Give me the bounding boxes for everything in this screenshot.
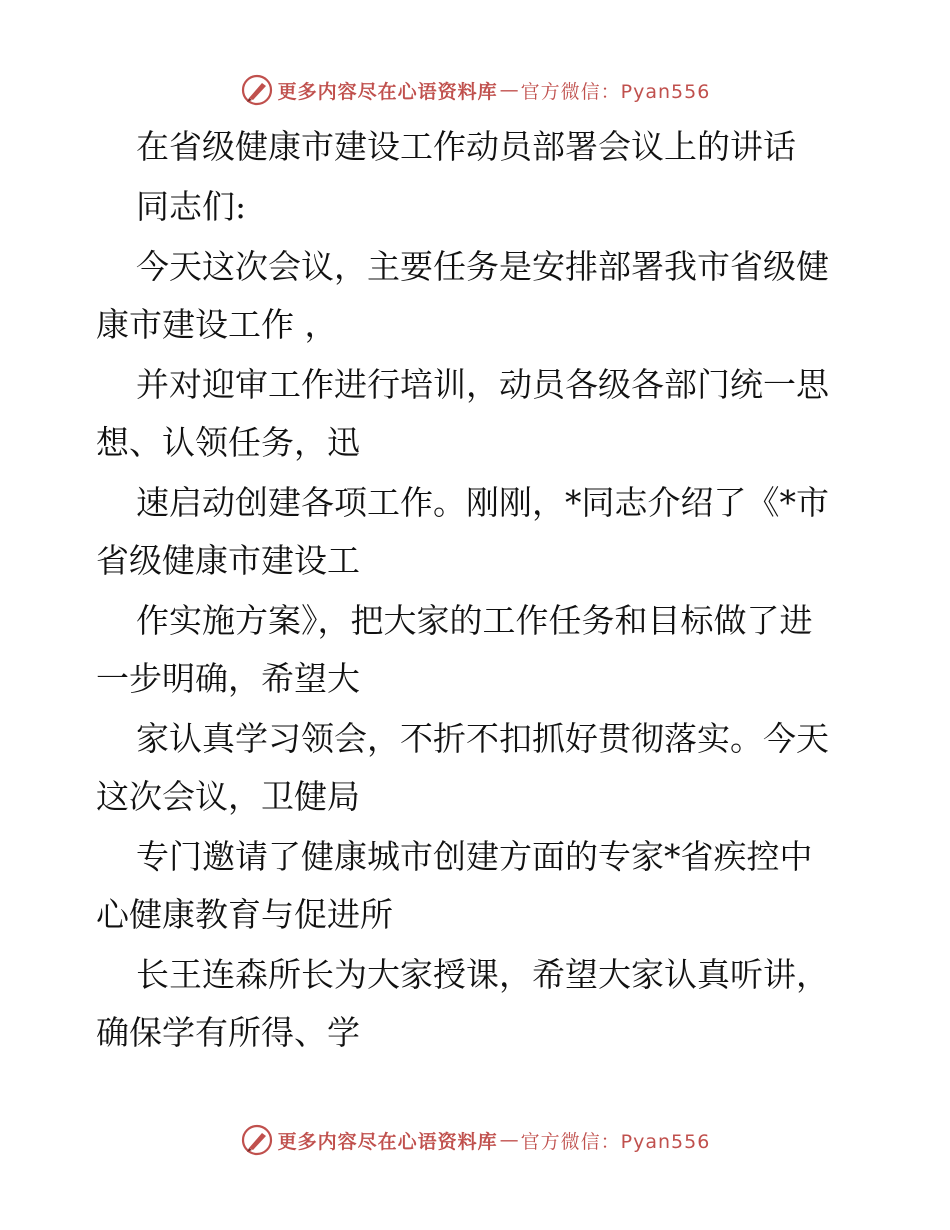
text-line: 速启动创建各项工作。刚刚，*同志介绍了《*市: [136, 483, 829, 522]
text-line: 一步明确，希望大: [96, 659, 360, 698]
banner-wechat: 官方微信：Pyan556: [520, 80, 711, 103]
banner-dash: —: [499, 1129, 519, 1151]
text-line: 省级健康市建设工: [96, 541, 360, 580]
salutation: 同志们:: [136, 187, 247, 226]
text-line: 心健康教育与促进所: [96, 895, 393, 934]
text-line: 这次会议，卫健局: [96, 777, 360, 816]
header-banner: [0, 70, 950, 110]
banner-text: 更多内容尽在心语资料库: [277, 80, 498, 103]
banner-dash: —: [499, 79, 519, 101]
pen-logo-icon: [240, 1123, 274, 1157]
text-line: 想、认领任务，迅: [96, 423, 360, 462]
banner-text: 更多内容尽在心语资料库: [277, 1130, 498, 1153]
pen-logo-icon: [240, 73, 274, 107]
footer-banner: [0, 1120, 950, 1160]
text-line: 作实施方案》，把大家的工作任务和目标做了进: [136, 601, 813, 640]
text-line: 长王连森所长为大家授课，希望大家认真听讲，: [136, 955, 829, 994]
document-title: 在省级健康市建设工作动员部署会议上的讲话: [136, 127, 796, 166]
text-line: 今天这次会议，主要任务是安排部署我市省级健: [136, 247, 829, 286]
text-line: 并对迎审工作进行培训，动员各级各部门统一思: [136, 365, 829, 404]
text-line: 家认真学习领会，不折不扣抓好贯彻落实。今天: [136, 719, 829, 758]
text-line: 确保学有所得、学: [96, 1013, 360, 1052]
text-line: 康市建设工作 ，: [96, 305, 338, 344]
text-line: 专门邀请了健康城市创建方面的专家*省疾控中: [136, 837, 813, 876]
banner-wechat: 官方微信：Pyan556: [520, 1130, 711, 1153]
